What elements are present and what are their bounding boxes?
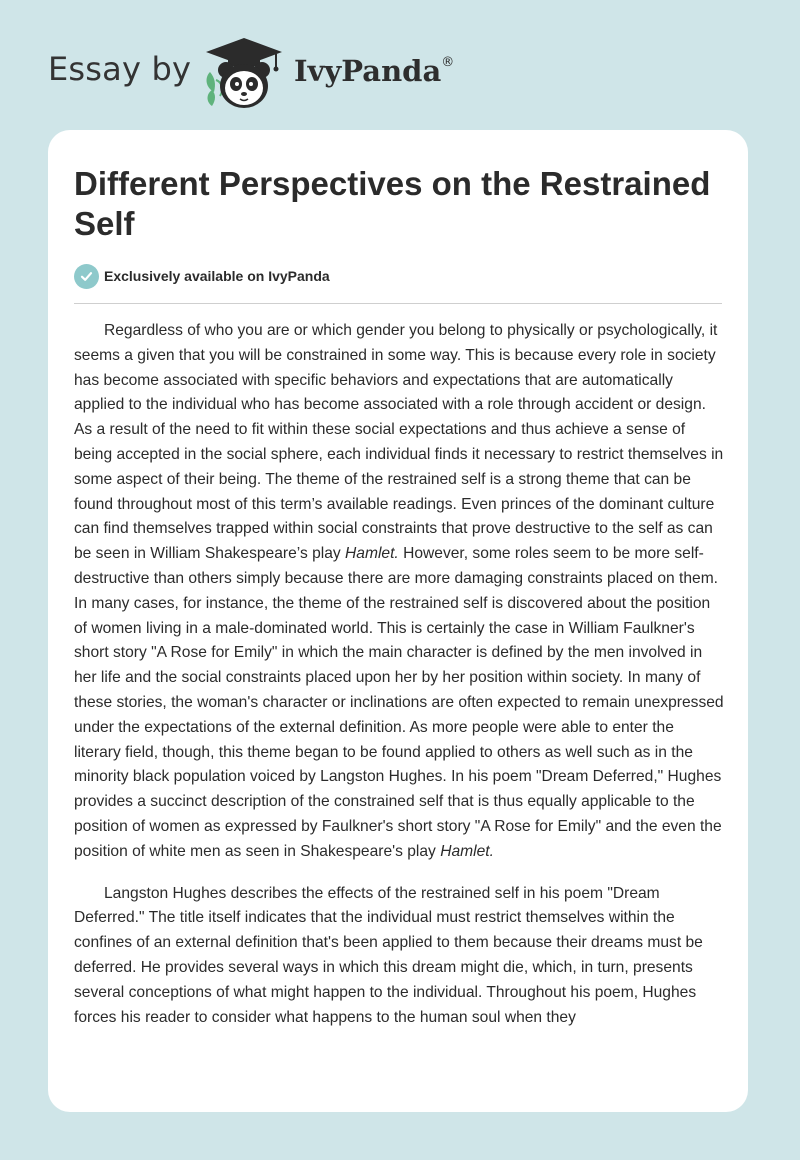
paragraph-text: Langston Hughes describes the effects of the restrained self in his poem "Dream Deferred." The title itself indicates that the individual must restrict themselves within the confines of an external definition that's been applied to them because their dreams must be deferred. He provides several ways in which this dream might die, which, in turn, presents several conceptions of what might happen to the individual. Throughout his poem, Hughes forces his reader to consider what happens to the human soul when they [74,884,703,1026]
italic-title: Hamlet. [345,545,399,563]
paragraph-text: However, some roles seem to be more self-destructive than others simply because there are more damaging constraints placed on them. In many cases, for instance, the theme of the restrained self is discovered about the position of women living in a male-dominated world. This is certainly the case in William Faulkner's short story "A Rose for Emily" in which the main character is defined by the men involved in her life and the social constraints placed upon her by her position within society. In many of these stories, the woman's character or inclinations are often expected to remain unexpressed under the expectations of the external definition. As more people were able to enter the literary field, though, this theme began to be found applied to others as well such as in the minority black population voiced by Langston Hughes. In his poem "Dream Deferred," Hughes provides a succinct description of the constrained self that is thus equally applicable to the position of women as expressed by Faulkner's short story "A Rose for Emily" and the even the position of white men as seen in Shakespeare's play [74,545,724,860]
essay-body [74,319,724,1047]
divider [74,303,722,304]
essay-card [48,130,748,1112]
paragraph [74,882,724,1031]
badge-label: Exclusively available on IvyPanda [104,268,330,284]
site-header [0,0,800,130]
brand-name[interactable]: IvyPanda® [294,54,455,88]
check-circle-icon [74,264,99,289]
paragraph-text: Regardless of who you are or which gender you belong to physically or psychologically, it seems a given that you will be constrained in some way. This is because every role in society has become associated with specific behaviors and expectations that are automatically applied to the individual who has become associated with a role through accident or design. As a result of the need to fit within these social expectations and thus achieve a sense of being accepted in the social sphere, each individual finds it necessary to restrict themselves in some aspect of their being. The theme of the restrained self is a strong theme that can be found throughout most of this term’s available readings. Even princes of the dominant culture can find themselves trapped within social constraints that prove destructive to the self as can be seen in William Shakespeare’s play [74,322,724,563]
brand-prefix: Essay by [48,50,192,88]
panda-logo-icon[interactable] [196,34,292,110]
exclusive-badge [74,263,330,289]
ivy-leaf-icon [207,72,223,106]
page-title: Different Perspectives on the Restrained Self [74,165,711,242]
paragraph [74,319,724,865]
italic-title: Hamlet. [440,842,494,860]
